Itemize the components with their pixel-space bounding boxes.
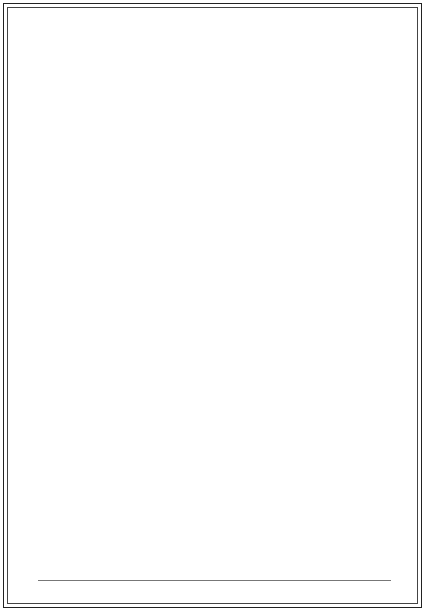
copyright-header — [0, 12, 427, 23]
page-border-inner — [7, 7, 418, 604]
footer-divider — [38, 580, 391, 581]
document-body — [38, 38, 392, 46]
